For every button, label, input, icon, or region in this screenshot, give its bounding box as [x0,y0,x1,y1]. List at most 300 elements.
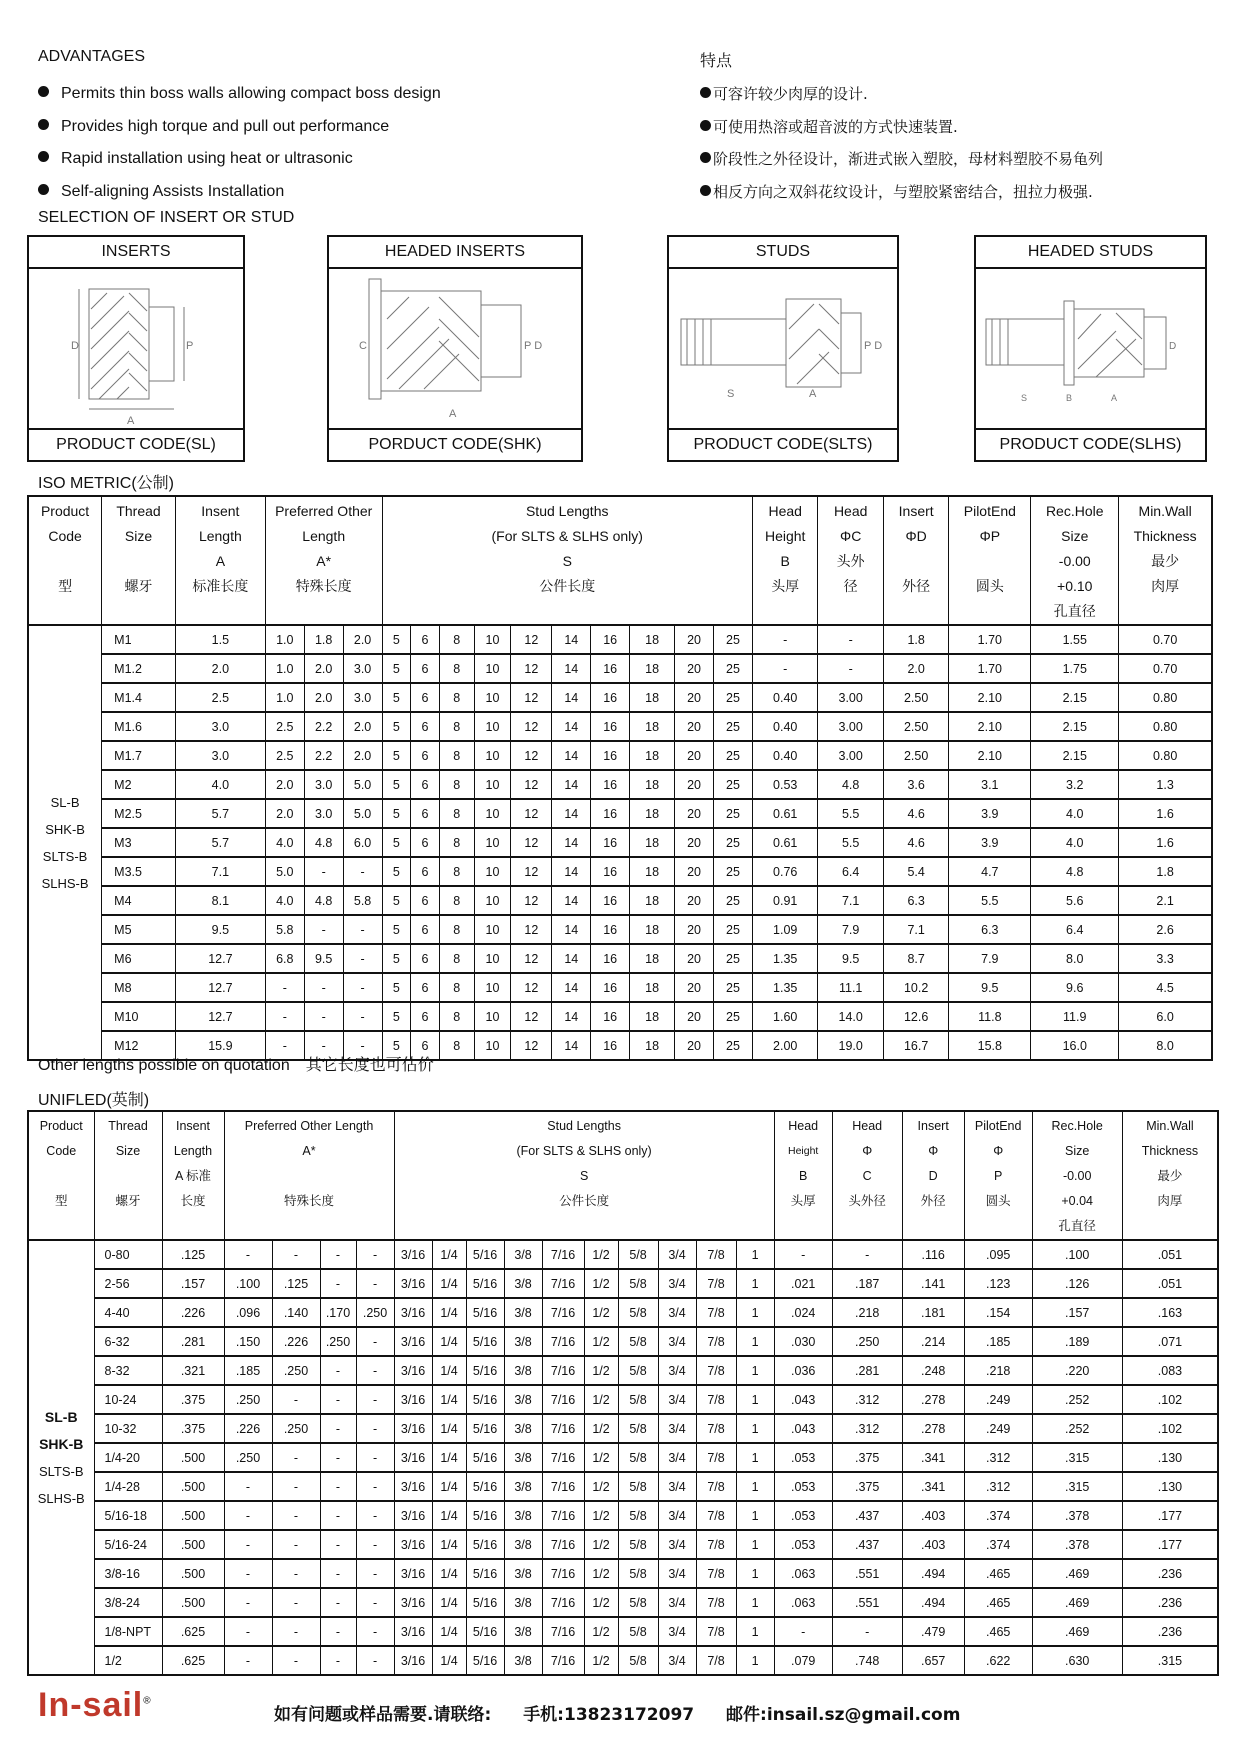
length-cell: .500 [162,1559,224,1588]
d-cell: 2.0 [883,654,948,683]
stud-length-cell: 7/16 [542,1414,584,1443]
wall-cell: 4.5 [1119,973,1212,1002]
headed-inserts-box [327,235,583,462]
insert-drawing [29,269,243,428]
length-cell: .375 [162,1414,224,1443]
stud-length-cell: 18 [630,828,675,857]
stud-length-cell: 5/16 [466,1298,504,1327]
headed-stud-drawing [976,269,1205,428]
svg-text:D: D [1169,341,1177,352]
quotation-note: Other lengths possible on quotation 其它长度也可估价 [38,1055,434,1074]
preferred-length-cell: - [224,1588,272,1617]
stud-length-cell: 20 [675,654,714,683]
preferred-length-cell: .185 [224,1356,272,1385]
product-code: PRODUCT CODE(SL) [29,428,243,460]
preferred-length-cell: 2.0 [304,683,343,712]
email-link[interactable]: 邮件:insail.sz@gmail.com [726,1705,961,1725]
thread-cell: M4 [102,886,176,915]
stud-length-cell: 5 [382,799,411,828]
stud-length-cell: 14 [552,712,591,741]
stud-length-cell: 10 [474,828,511,857]
list-item: 阶段性之外径设计，渐进式嵌入塑胶，母材料塑胶不易龟列 [700,143,1103,176]
length-cell: 9.5 [175,915,265,944]
svg-text:S: S [1021,393,1028,403]
d-cell: 10.2 [883,973,948,1002]
table-row [28,1617,1218,1646]
table-row [28,1530,1218,1559]
b-cell: - [752,654,817,683]
stud-length-cell: 25 [713,944,752,973]
product-code: PORDUCT CODE(SHK) [329,428,581,460]
stud-length-cell: 10 [474,683,511,712]
c-cell: - [818,625,883,654]
stud-length-cell: 5/8 [618,1530,658,1559]
d-cell: 4.6 [883,828,948,857]
preferred-length-cell: 4.0 [265,886,304,915]
thread-cell: 0-80 [94,1240,162,1269]
stud-length-cell: 7/16 [542,1356,584,1385]
stud-length-cell: 16 [591,741,630,770]
hole-cell: 3.2 [1031,770,1119,799]
stud-length-cell: 12 [511,799,552,828]
thread-cell: M1.2 [102,654,176,683]
hole-cell: .315 [1032,1443,1122,1472]
stud-length-cell: 10 [474,625,511,654]
preferred-length-cell: 2.5 [265,712,304,741]
stud-length-cell: 3/8 [504,1269,542,1298]
d-cell: .403 [902,1530,964,1559]
thread-cell: M12 [102,1031,176,1060]
header-preferred-length: Preferred Other Length A* 特殊长度 [224,1111,394,1240]
stud-length-cell: 16 [591,625,630,654]
stud-length-cell: 16 [591,944,630,973]
stud-length-cell: 3/8 [504,1472,542,1501]
preferred-length-cell: - [356,1356,394,1385]
stud-length-cell: 10 [474,857,511,886]
preferred-length-cell: - [224,1530,272,1559]
preferred-length-cell: - [272,1240,320,1269]
b-cell: .043 [774,1385,832,1414]
header-product-code: Product Code 型 [28,496,102,625]
stud-length-cell: 3/4 [658,1385,696,1414]
length-cell: .625 [162,1646,224,1675]
wall-cell: .130 [1122,1472,1218,1501]
svg-text:A: A [127,415,135,427]
svg-text:A: A [1111,393,1118,403]
table-row [28,886,1212,915]
list-item: Self-aligning Assists Installation [38,176,441,209]
p-cell: .123 [964,1269,1032,1298]
stud-length-cell: 3/8 [504,1617,542,1646]
stud-length-cell: 6 [411,915,440,944]
c-cell: 7.9 [818,915,883,944]
stud-length-cell: 20 [675,1031,714,1060]
thread-cell: M1 [102,625,176,654]
stud-length-cell: 6 [411,741,440,770]
stud-length-cell: 8 [439,1002,474,1031]
stud-length-cell: 10 [474,741,511,770]
b-cell: - [774,1240,832,1269]
preferred-length-cell: 1.0 [265,683,304,712]
stud-length-cell: 3/8 [504,1588,542,1617]
length-cell: 3.0 [175,741,265,770]
thread-cell: M1.7 [102,741,176,770]
product-code-cell [28,1240,94,1675]
d-cell: 4.6 [883,799,948,828]
length-cell: 2.5 [175,683,265,712]
stud-length-cell: 3/16 [394,1385,432,1414]
advantages-list [38,78,441,208]
d-cell: .403 [902,1501,964,1530]
p-cell: 2.10 [949,712,1031,741]
d-cell: .278 [902,1385,964,1414]
wall-cell: 6.0 [1119,1002,1212,1031]
wall-cell: .177 [1122,1501,1218,1530]
length-cell: 2.0 [175,654,265,683]
stud-length-cell: 3/8 [504,1501,542,1530]
preferred-length-cell: - [272,1472,320,1501]
stud-length-cell: 5/8 [618,1501,658,1530]
c-cell: .312 [832,1385,902,1414]
b-cell: 1.35 [752,973,817,1002]
preferred-length-cell: - [320,1472,356,1501]
preferred-length-cell: .140 [272,1298,320,1327]
preferred-length-cell: 5.8 [265,915,304,944]
d-cell: .341 [902,1472,964,1501]
stud-length-cell: 8 [439,944,474,973]
preferred-length-cell: - [343,915,382,944]
hole-cell: .630 [1032,1646,1122,1675]
stud-length-cell: 25 [713,683,752,712]
thread-cell: 5/16-18 [94,1501,162,1530]
p-cell: .095 [964,1240,1032,1269]
hole-cell: 9.6 [1031,973,1119,1002]
stud-length-cell: 5 [382,770,411,799]
stud-length-cell: 7/16 [542,1298,584,1327]
wall-cell: .236 [1122,1617,1218,1646]
c-cell: .437 [832,1530,902,1559]
c-cell: 5.5 [818,828,883,857]
stud-length-cell: 1/2 [584,1588,618,1617]
length-cell: .500 [162,1443,224,1472]
preferred-length-cell: - [304,973,343,1002]
stud-length-cell: 14 [552,828,591,857]
thread-cell: M3 [102,828,176,857]
d-cell: .494 [902,1559,964,1588]
stud-length-cell: 7/8 [696,1443,736,1472]
preferred-length-cell: 2.2 [304,712,343,741]
wall-cell: 0.70 [1119,654,1212,683]
b-cell: .053 [774,1501,832,1530]
stud-length-cell: 1/2 [584,1646,618,1675]
stud-length-cell: 3/8 [504,1327,542,1356]
stud-length-cell: 1/2 [584,1530,618,1559]
stud-length-cell: 7/16 [542,1588,584,1617]
stud-length-cell: 3/16 [394,1240,432,1269]
stud-length-cell: 3/4 [658,1443,696,1472]
stud-length-cell: 1/4 [432,1443,466,1472]
preferred-length-cell: 1.0 [265,654,304,683]
hole-cell: .252 [1032,1385,1122,1414]
thread-cell: 1/8-NPT [94,1617,162,1646]
brand-logo: In-sail® [38,1686,152,1724]
preferred-length-cell: - [272,1559,320,1588]
preferred-length-cell: .096 [224,1298,272,1327]
stud-length-cell: 16 [591,654,630,683]
stud-length-cell: 5 [382,625,411,654]
stud-length-cell: 1/2 [584,1240,618,1269]
stud-length-cell: 7/16 [542,1385,584,1414]
stud-length-cell: 5/8 [618,1646,658,1675]
stud-length-cell: 25 [713,886,752,915]
stud-length-cell: 6 [411,712,440,741]
length-cell: 4.0 [175,770,265,799]
stud-length-cell: 1/4 [432,1530,466,1559]
b-cell: .030 [774,1327,832,1356]
length-cell: 3.0 [175,712,265,741]
table-row [28,1002,1212,1031]
svg-text:A: A [809,388,817,400]
d-cell: 1.8 [883,625,948,654]
c-cell: 3.00 [818,712,883,741]
p-cell: 3.1 [949,770,1031,799]
preferred-length-cell: .250 [224,1443,272,1472]
wall-cell: 1.6 [1119,799,1212,828]
stud-length-cell: 1 [736,1240,774,1269]
stud-length-cell: 1 [736,1559,774,1588]
stud-length-cell: 16 [591,886,630,915]
thread-cell: M1.6 [102,712,176,741]
p-cell: 4.7 [949,857,1031,886]
stud-length-cell: 10 [474,712,511,741]
list-item: 可容许较少肉厚的设计. [700,78,1103,111]
list-item: 相反方向之双斜花纹设计，与塑胶紧密结合，扭拉力极强. [700,176,1103,209]
stud-length-cell: 14 [552,973,591,1002]
stud-length-cell: 16 [591,857,630,886]
stud-length-cell: 5 [382,683,411,712]
preferred-length-cell: 3.0 [304,770,343,799]
stud-length-cell: 6 [411,654,440,683]
stud-length-cell: 5/8 [618,1559,658,1588]
header-stud-lengths: Stud Lengths (For SLTS & SLHS only) S 公件长度 [394,1111,774,1240]
stud-length-cell: 25 [713,828,752,857]
header-rec-hole: Rec.Hole Size -0.00 +0.04 孔直径 [1032,1111,1122,1240]
stud-length-cell: 5 [382,973,411,1002]
preferred-length-cell: - [343,944,382,973]
table-row [28,1443,1218,1472]
stud-length-cell: 16 [591,828,630,857]
hole-cell: 5.6 [1031,886,1119,915]
length-cell: .500 [162,1501,224,1530]
preferred-length-cell: 4.8 [304,886,343,915]
unified-table [27,1110,1219,1676]
header-insert-d: Insert Φ D 外径 [902,1111,964,1240]
stud-length-cell: 1 [736,1269,774,1298]
b-cell: 0.40 [752,712,817,741]
c-cell: 9.5 [818,944,883,973]
preferred-length-cell: .100 [224,1269,272,1298]
d-cell: 3.6 [883,770,948,799]
preferred-length-cell: - [320,1356,356,1385]
c-cell: .250 [832,1327,902,1356]
svg-text:P D: P D [524,340,543,352]
stud-length-cell: 14 [552,1031,591,1060]
stud-length-cell: 7/8 [696,1617,736,1646]
p-cell: 3.9 [949,799,1031,828]
stud-length-cell: 3/8 [504,1530,542,1559]
wall-cell: 1.8 [1119,857,1212,886]
stud-length-cell: 1/2 [584,1414,618,1443]
c-cell: .551 [832,1559,902,1588]
length-cell: .375 [162,1385,224,1414]
preferred-length-cell: .226 [224,1414,272,1443]
p-cell: .312 [964,1443,1032,1472]
b-cell: .053 [774,1443,832,1472]
preferred-length-cell: - [356,1443,394,1472]
hole-cell: .100 [1032,1240,1122,1269]
stud-length-cell: 25 [713,741,752,770]
header-head-height: Head Height B 头厚 [774,1111,832,1240]
stud-length-cell: 3/16 [394,1530,432,1559]
wall-cell: .102 [1122,1414,1218,1443]
stud-length-cell: 18 [630,973,675,1002]
p-cell: .154 [964,1298,1032,1327]
d-cell: 8.7 [883,944,948,973]
table-row [28,1559,1218,1588]
c-cell: 19.0 [818,1031,883,1060]
stud-length-cell: 12 [511,654,552,683]
product-code: SL-B [50,794,80,810]
stud-length-cell: 3/16 [394,1646,432,1675]
stud-length-cell: 20 [675,973,714,1002]
stud-length-cell: 1 [736,1414,774,1443]
thread-cell: 1/4-28 [94,1472,162,1501]
c-cell: 3.00 [818,683,883,712]
svg-text:D: D [71,340,79,352]
box-title: STUDS [669,237,897,269]
length-cell: 1.5 [175,625,265,654]
c-cell: .312 [832,1414,902,1443]
preferred-length-cell: - [356,1472,394,1501]
p-cell: .622 [964,1646,1032,1675]
stud-length-cell: 12 [511,712,552,741]
stud-length-cell: 1/2 [584,1501,618,1530]
phone: 手机:13823172097 [523,1705,695,1725]
c-cell: - [832,1240,902,1269]
preferred-length-cell: - [356,1646,394,1675]
d-cell: 6.3 [883,886,948,915]
table-row [28,799,1212,828]
p-cell: .465 [964,1588,1032,1617]
stud-length-cell: 7/8 [696,1472,736,1501]
stud-length-cell: 3/8 [504,1559,542,1588]
length-cell: 8.1 [175,886,265,915]
stud-length-cell: 7/16 [542,1269,584,1298]
preferred-length-cell: 3.0 [343,683,382,712]
d-cell: .479 [902,1617,964,1646]
stud-length-cell: 20 [675,770,714,799]
stud-length-cell: 5/8 [618,1588,658,1617]
table-row [28,1298,1218,1327]
d-cell: .494 [902,1588,964,1617]
p-cell: 1.70 [949,654,1031,683]
hole-cell: .252 [1032,1414,1122,1443]
stud-length-cell: 14 [552,770,591,799]
table-row [28,1472,1218,1501]
wall-cell: 0.80 [1119,683,1212,712]
preferred-length-cell: .250 [356,1298,394,1327]
thread-cell: M6 [102,944,176,973]
stud-length-cell: 20 [675,886,714,915]
stud-length-cell: 7/16 [542,1327,584,1356]
length-cell: 12.7 [175,973,265,1002]
table-row [28,1356,1218,1385]
stud-length-cell: 8 [439,770,474,799]
p-cell: 9.5 [949,973,1031,1002]
stud-length-cell: 18 [630,683,675,712]
stud-length-cell: 12 [511,857,552,886]
stud-length-cell: 16 [591,973,630,1002]
p-cell: 6.3 [949,915,1031,944]
p-cell: 2.10 [949,741,1031,770]
header-product-code: Product Code 型 [28,1111,94,1240]
preferred-length-cell: 9.5 [304,944,343,973]
thread-cell: 3/8-24 [94,1588,162,1617]
bullet-icon [700,120,711,131]
contact-label: 如有问题或样品需要.请联络: [274,1705,492,1725]
wall-cell: .051 [1122,1269,1218,1298]
wall-cell: .051 [1122,1240,1218,1269]
stud-length-cell: 20 [675,1002,714,1031]
product-code: PRODUCT CODE(SLTS) [669,428,897,460]
hole-cell: 4.0 [1031,799,1119,828]
preferred-length-cell: - [356,1559,394,1588]
header-head-c: Head ΦC 头外 径 [818,496,883,625]
thread-cell: M3.5 [102,857,176,886]
preferred-length-cell: - [356,1530,394,1559]
preferred-length-cell: - [224,1617,272,1646]
stud-length-cell: 12 [511,741,552,770]
b-cell: 0.91 [752,886,817,915]
stud-length-cell: 1/4 [432,1385,466,1414]
length-cell: .500 [162,1472,224,1501]
table-row [28,1646,1218,1675]
b-cell: 0.40 [752,683,817,712]
stud-length-cell: 14 [552,1002,591,1031]
stud-length-cell: 6 [411,683,440,712]
wall-cell: .071 [1122,1327,1218,1356]
stud-length-cell: 6 [411,944,440,973]
stud-length-cell: 1/4 [432,1501,466,1530]
stud-length-cell: 20 [675,741,714,770]
preferred-length-cell: - [320,1559,356,1588]
preferred-length-cell: 6.0 [343,828,382,857]
d-cell: .248 [902,1356,964,1385]
stud-length-cell: 7/16 [542,1617,584,1646]
stud-length-cell: 7/8 [696,1501,736,1530]
stud-length-cell: 5/16 [466,1588,504,1617]
length-cell: .157 [162,1269,224,1298]
stud-length-cell: 3/16 [394,1472,432,1501]
length-cell: .281 [162,1327,224,1356]
stud-length-cell: 5/8 [618,1414,658,1443]
b-cell: .079 [774,1646,832,1675]
c-cell: .218 [832,1298,902,1327]
table-row [28,625,1212,654]
stud-length-cell: 20 [675,857,714,886]
stud-length-cell: 1/2 [584,1617,618,1646]
table-row [28,857,1212,886]
